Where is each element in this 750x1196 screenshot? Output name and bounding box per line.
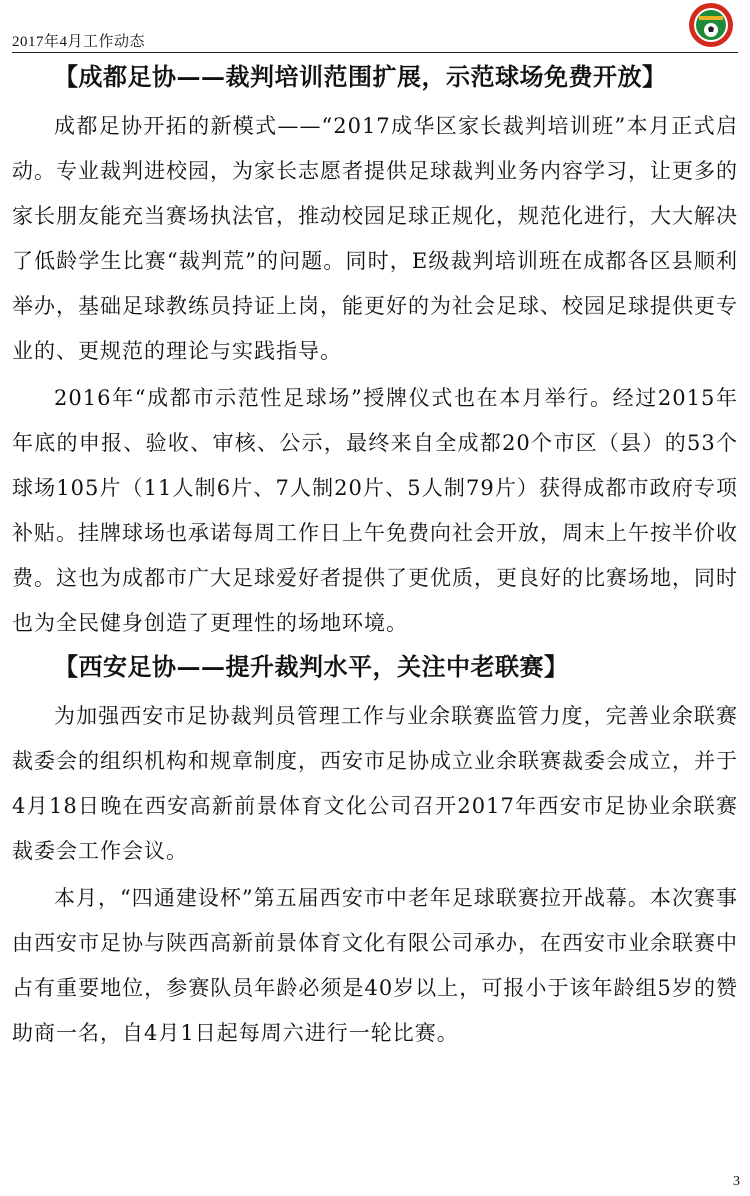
article-body bbox=[12, 60, 738, 1058]
paragraph: 本月，“四通建设杯”第五届西安市中老年足球联赛拉开战幕。本次赛事由西安市足协与陕西高新前景体育文化有限公司承办，在西安市业余联赛中占有重要地位，参赛队员年龄必须是40岁以上，可报小于该年龄组5岁的赞助商一名，自4月1日起每周六进行一轮比赛。 bbox=[12, 886, 738, 1045]
football-association-logo-icon bbox=[688, 2, 734, 48]
page-number: 3 bbox=[733, 1174, 740, 1189]
paragraph: 为加强西安市足协裁判员管理工作与业余联赛监管力度，完善业余联赛裁委会的组织机构和规章制度，西安市足协成立业余联赛裁委会成立，并于4月18日晚在西安高新前景体育文化公司召开2017年西安市足协业余联赛裁委会工作会议。 bbox=[12, 704, 738, 863]
section-title-chengdu: 【成都足协——裁判培训范围扩展，示范球场免费开放】 bbox=[54, 62, 667, 91]
page-header bbox=[12, 0, 738, 52]
section-title-xian: 【西安足协——提升裁判水平，关注中老联赛】 bbox=[54, 652, 569, 681]
running-title: 2017年4月工作动态 bbox=[12, 34, 146, 50]
paragraph: 2016年“成都市示范性足球场”授牌仪式也在本月举行。经过2015年年底的申报、验收、审核、公示，最终来自全成都20个市区（县）的53个球场105片（11人制6片、7人制20片、5人制79片）获得成都市政府专项补贴。挂牌球场也承诺每周工作日上午免费向社会开放，周末上午按半价收费。这也为成都市广大足球爱好者提供了更优质，更良好的比赛场地，同时也为全民健身创造了更理性的场地环境。 bbox=[12, 386, 738, 635]
header-divider bbox=[12, 52, 738, 53]
paragraph: 成都足协开拓的新模式——“2017成华区家长裁判培训班”本月正式启动。专业裁判进校园，为家长志愿者提供足球裁判业务内容学习，让更多的家长朋友能充当赛场执法官，推动校园足球正规化，规范化进行，大大解决了低龄学生比赛“裁判荒”的问题。同时，E级裁判培训班在成都各区县顺利举办，基础足球教练员持证上岗，能更好的为社会足球、校园足球提供更专业的、更规范的理论与实践指导。 bbox=[12, 114, 738, 363]
